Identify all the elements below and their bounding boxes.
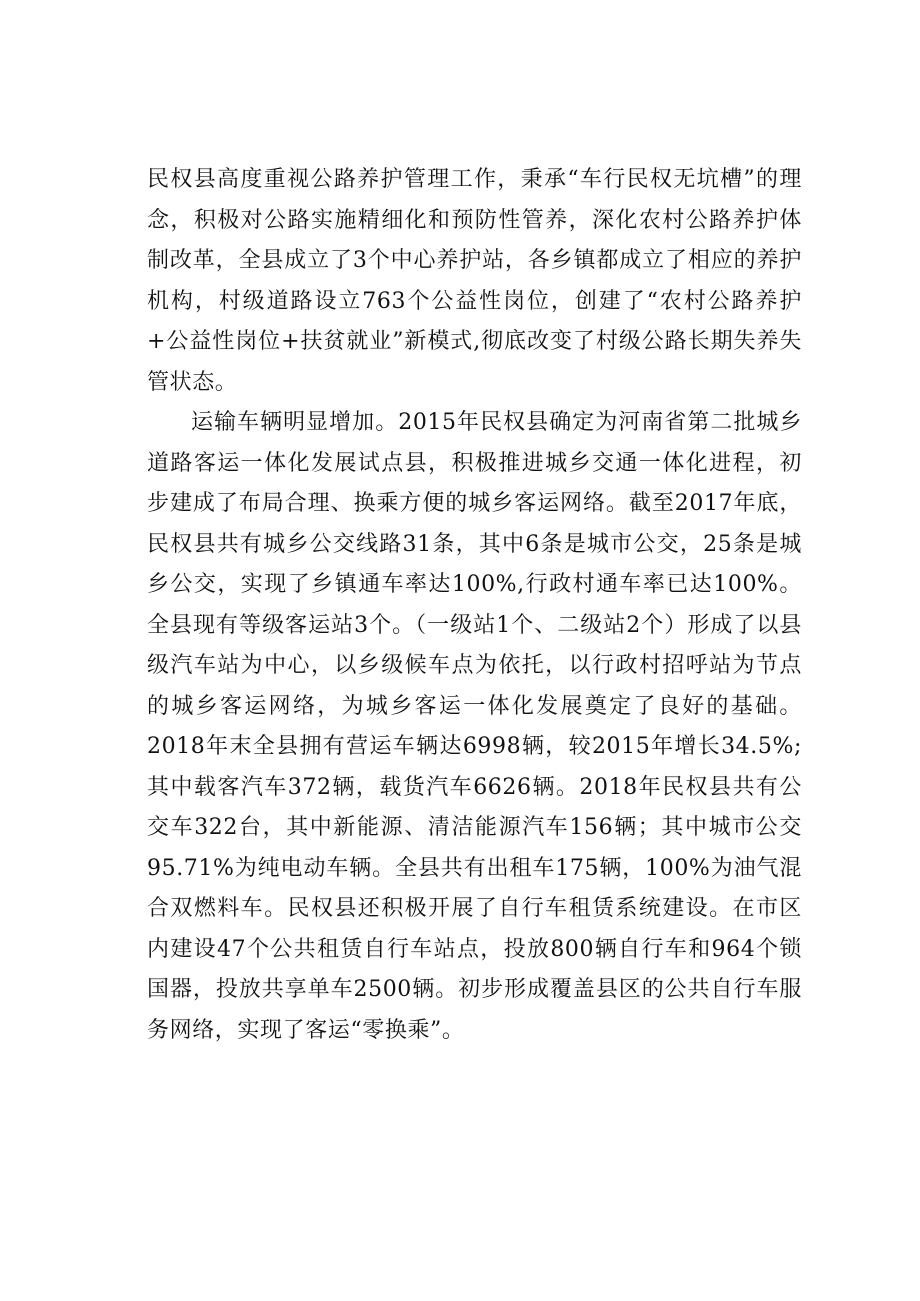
paragraph-transport-vehicles: 运输车辆明显增加。2015年民权县确定为河南省第二批城乡道路客运一体化发展试点县，积极推进城乡交通一体化进程，初步建成了布局合理、换乘方便的城乡客运网络。截至2017年底，民权县共有城乡公交线路31条，其中6条是城市公交，25条是城乡公交，实现了乡镇通车率达100%,行政村通车率已达100%。全县现有等级客运站3个。（一级站1个、二级站2个）形成了以县级汽车站为中心，以乡级候车点为依托，以行政村招呼站为节点的城乡客运网络，为城乡客运一体化发展奠定了良好的基础。2018年末全县拥有营运车辆达6998辆，较2015年增长34.5%;其中载客汽车372辆，载货汽车6626辆。2018年民权县共有公交车322台，其中新能源、清洁能源汽车156辆；其中城市公交95.71%为纯电动车辆。全县共有出租车175辆，100%为油气混合双燃料车。民权县还积极开展了自行车租赁系统建设。在市区内建设47个公共租赁自行车站点，投放800辆自行车和964个锁国器，投放共享单车2500辆。初步形成覆盖县区的公共自行车服务网络，实现了客运“零换乘”。 [147,410,802,1043]
body-text [147,160,802,1051]
paragraph-road-maintenance: 民权县高度重视公路养护管理工作，秉承“车行民权无坑槽”的理念，积极对公路实施精细化和预防性管养，深化农村公路养护体制改革，全县成立了3个中心养护站，各乡镇都成立了相应的养护机构，村级道路设立763个公益性岗位，创建了“农村公路养护+公益性岗位+扶贫就业”新模式,彻底改变了村级公路长期失养失管状态。 [147,167,802,395]
